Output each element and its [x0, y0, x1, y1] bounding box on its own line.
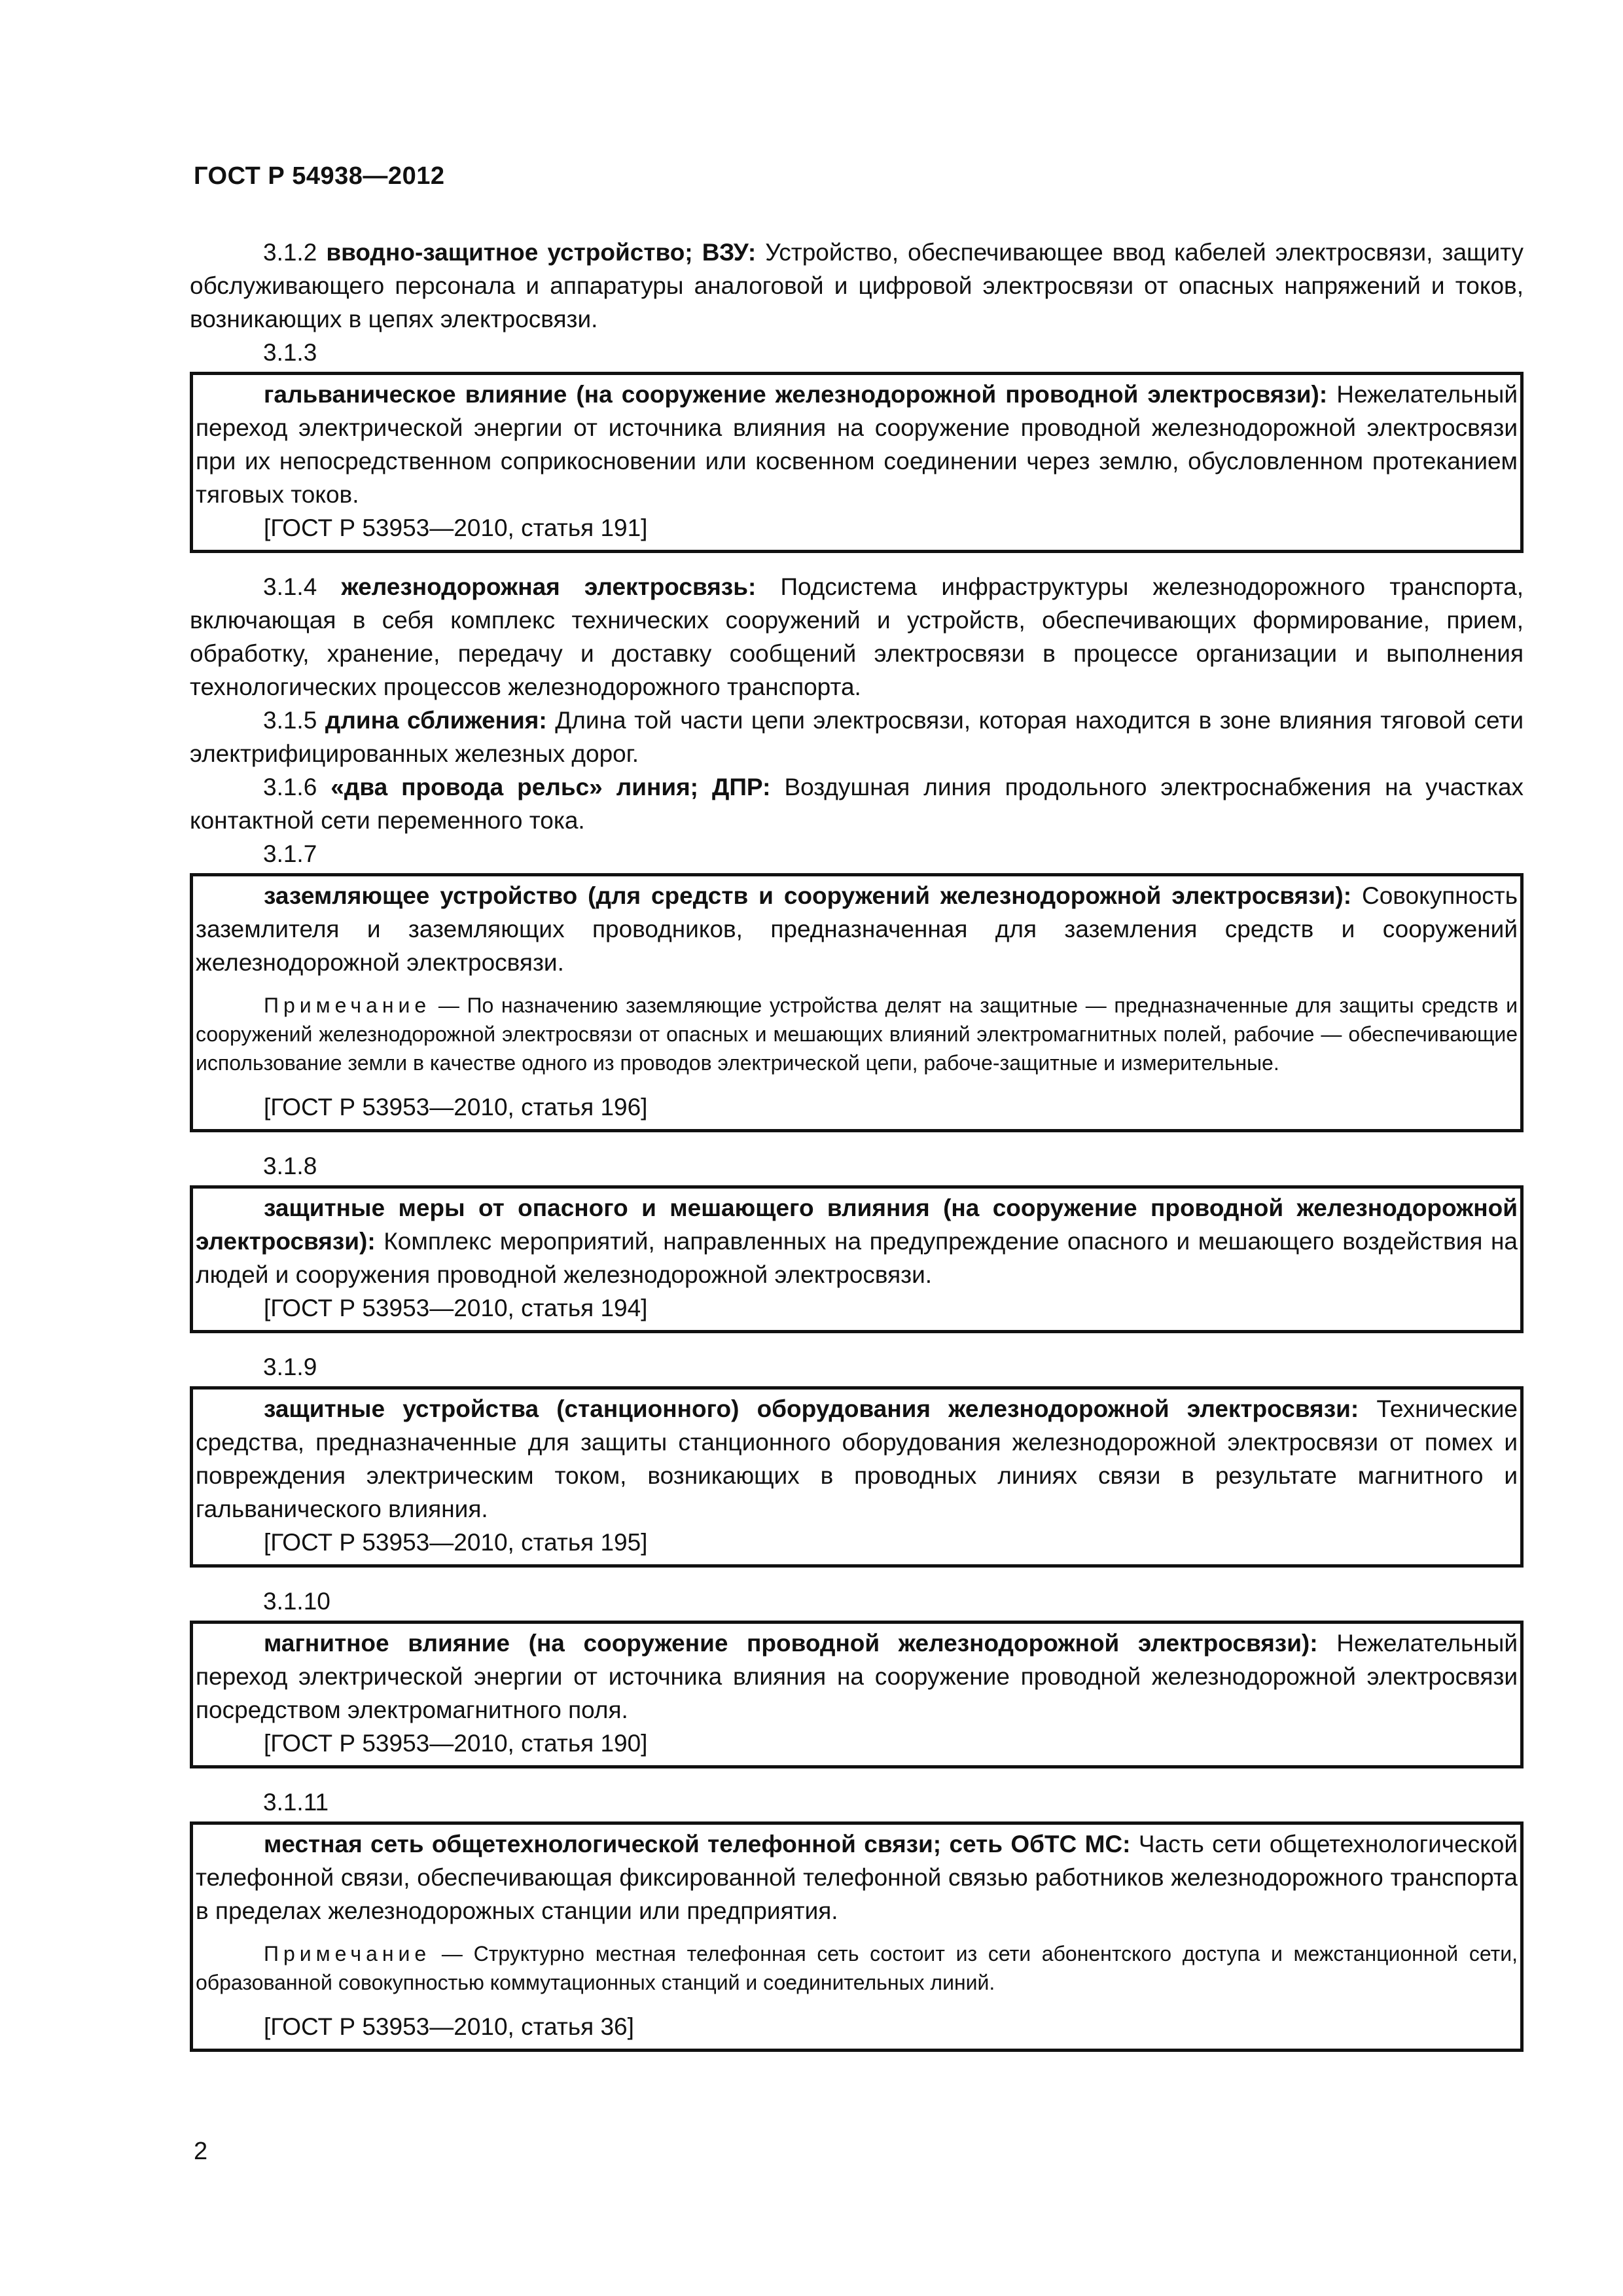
- term-number: 3.1.11: [263, 1789, 329, 1816]
- standard-header: ГОСТ Р 54938—2012: [194, 162, 445, 190]
- term-name: защитные устройства (станционного) оборудования железнодорожной электросвязи:: [264, 1395, 1359, 1422]
- term-reference: [ГОСТ Р 53953—2010, статья 36]: [264, 2013, 634, 2040]
- term-reference: [ГОСТ Р 53953—2010, статья 196]: [264, 1094, 648, 1121]
- term-number: 3.1.4: [263, 573, 317, 600]
- term-name: железнодорожная электросвязь:: [341, 573, 757, 600]
- term-name: заземляющее устройство (для средств и сооружений железнодорожной электросвязи):: [264, 882, 1352, 909]
- term-definition: Нежелательный переход электрической энергии от источника влияния на сооружение проводной железнодорожной электросвязи при их непосредственном соприкосновении или косвенном соединении через землю, обусловленном протеканием тяговых токов.: [196, 381, 1518, 508]
- term-reference: [ГОСТ Р 53953—2010, статья 194]: [264, 1295, 648, 1321]
- term-number: 3.1.9: [263, 1354, 317, 1380]
- terms-section: [190, 236, 1524, 2069]
- term-entry-3-1-5: [190, 704, 1524, 770]
- term-definition: Комплекс мероприятий, направленных на предупреждение опасного и мешающего воздействия на людей и сооружения проводной железнодорожной электросвязи.: [196, 1228, 1518, 1288]
- term-reference: [ГОСТ Р 53953—2010, статья 191]: [264, 514, 648, 541]
- term-number: 3.1.7: [263, 840, 317, 867]
- term-number: 3.1.6: [263, 774, 317, 800]
- term-box-3-1-3: [190, 372, 1524, 553]
- term-definition: Длина той части цепи электросвязи, которая находится в зоне влияния тяговой сети электрифицированных железных дорог.: [190, 707, 1524, 767]
- term-name: длина сближения:: [325, 707, 547, 734]
- note-label: Примечание: [264, 1942, 431, 1965]
- term-name: «два провода рельс» линия; ДПР:: [330, 774, 771, 800]
- term-name: вводно-защитное устройство; ВЗУ:: [326, 239, 757, 266]
- term-definition: Часть сети общетехнологической телефонной связи, обеспечивающая фиксированной телефонной связью работников железнодорожного транспорта в пределах железнодорожных станции или предприятия.: [196, 1831, 1518, 1924]
- term-box-3-1-10: [190, 1621, 1524, 1768]
- term-entry: [196, 1392, 1518, 1526]
- term-box-3-1-11: [190, 1821, 1524, 2052]
- term-entry: [196, 378, 1518, 511]
- term-number: 3.1.2: [263, 239, 317, 266]
- term-note: [196, 1939, 1518, 1997]
- term-box-3-1-9: [190, 1386, 1524, 1568]
- term-definition: Технические средства, предназначенные для защиты станционного оборудования железнодорожной электросвязи от помех и повреждения электрическим током, возникающих в проводных линиях связи в результате магнитного и гальванического влияния.: [196, 1395, 1518, 1522]
- term-reference: [ГОСТ Р 53953—2010, статья 190]: [264, 1730, 648, 1757]
- term-name: гальваническое влияние (на сооружение железнодорожной проводной электросвязи):: [264, 381, 1328, 408]
- term-note: [196, 991, 1518, 1077]
- term-definition: Воздушная линия продольного электроснабжения на участках контактной сети переменного тока.: [190, 774, 1524, 834]
- term-number: 3.1.3: [263, 339, 317, 366]
- term-definition: Нежелательный переход электрической энергии от источника влияния на сооружение проводной железнодорожной электросвязи посредством электромагнитного поля.: [196, 1630, 1518, 1723]
- page-number: 2: [194, 2138, 208, 2165]
- term-name: магнитное влияние (на сооружение проводной железнодорожной электросвязи):: [264, 1630, 1318, 1657]
- term-definition: Совокупность заземлителя и заземляющих проводников, предназначенная для заземления средств и сооружений железнодорожной электросвязи.: [196, 882, 1518, 976]
- term-name: защитные меры от опасного и мешающего влияния (на сооружение проводной железнодорожной электросвязи):: [196, 1194, 1518, 1255]
- term-entry-3-1-2: [190, 236, 1524, 336]
- note-text: — Структурно местная телефонная сеть состоит из сети абонентского доступа и межстанционной сети, образованной совокупностью коммутационных станций и соединительных линий.: [196, 1942, 1518, 1994]
- term-entry-3-1-6: [190, 770, 1524, 837]
- note-label: Примечание: [264, 994, 431, 1017]
- term-number: 3.1.10: [263, 1588, 330, 1615]
- term-reference: [ГОСТ Р 53953—2010, статья 195]: [264, 1529, 648, 1556]
- term-number: 3.1.5: [263, 707, 317, 734]
- term-entry-3-1-4: [190, 570, 1524, 704]
- term-box-3-1-7: [190, 873, 1524, 1132]
- term-name: местная сеть общетехнологической телефонной связи; сеть ОбТС МС:: [264, 1831, 1131, 1857]
- note-text: — По назначению заземляющие устройства делят на защитные — предназначенные для защиты средств и сооружений железнодорожной электросвязи от опасных и мешающих влияний электромагнитных полей, рабочие — обеспечивающие использование земли в качестве одного из проводов электрической цепи, рабоче-защитные и измерительные.: [196, 994, 1518, 1075]
- term-entry: [196, 1626, 1518, 1727]
- term-entry: [196, 1827, 1518, 1928]
- term-box-3-1-8: [190, 1185, 1524, 1333]
- term-entry: [196, 1191, 1518, 1291]
- term-number: 3.1.8: [263, 1153, 317, 1179]
- term-definition: Подсистема инфраструктуры железнодорожного транспорта, включающая в себя комплекс технических сооружений и устройств, обеспечивающих формирование, прием, обработку, хранение, передачу и доставку сообщений электросвязи в процессе организации и выполнения технологических процессов железнодорожного транспорта.: [190, 573, 1524, 700]
- term-definition: Устройство, обеспечивающее ввод кабелей электросвязи, защиту обслуживающего персонала и аппаратуры аналоговой и цифровой электросвязи от опасных напряжений и токов, возникающих в цепях электросвязи.: [190, 239, 1524, 332]
- term-entry: [196, 879, 1518, 979]
